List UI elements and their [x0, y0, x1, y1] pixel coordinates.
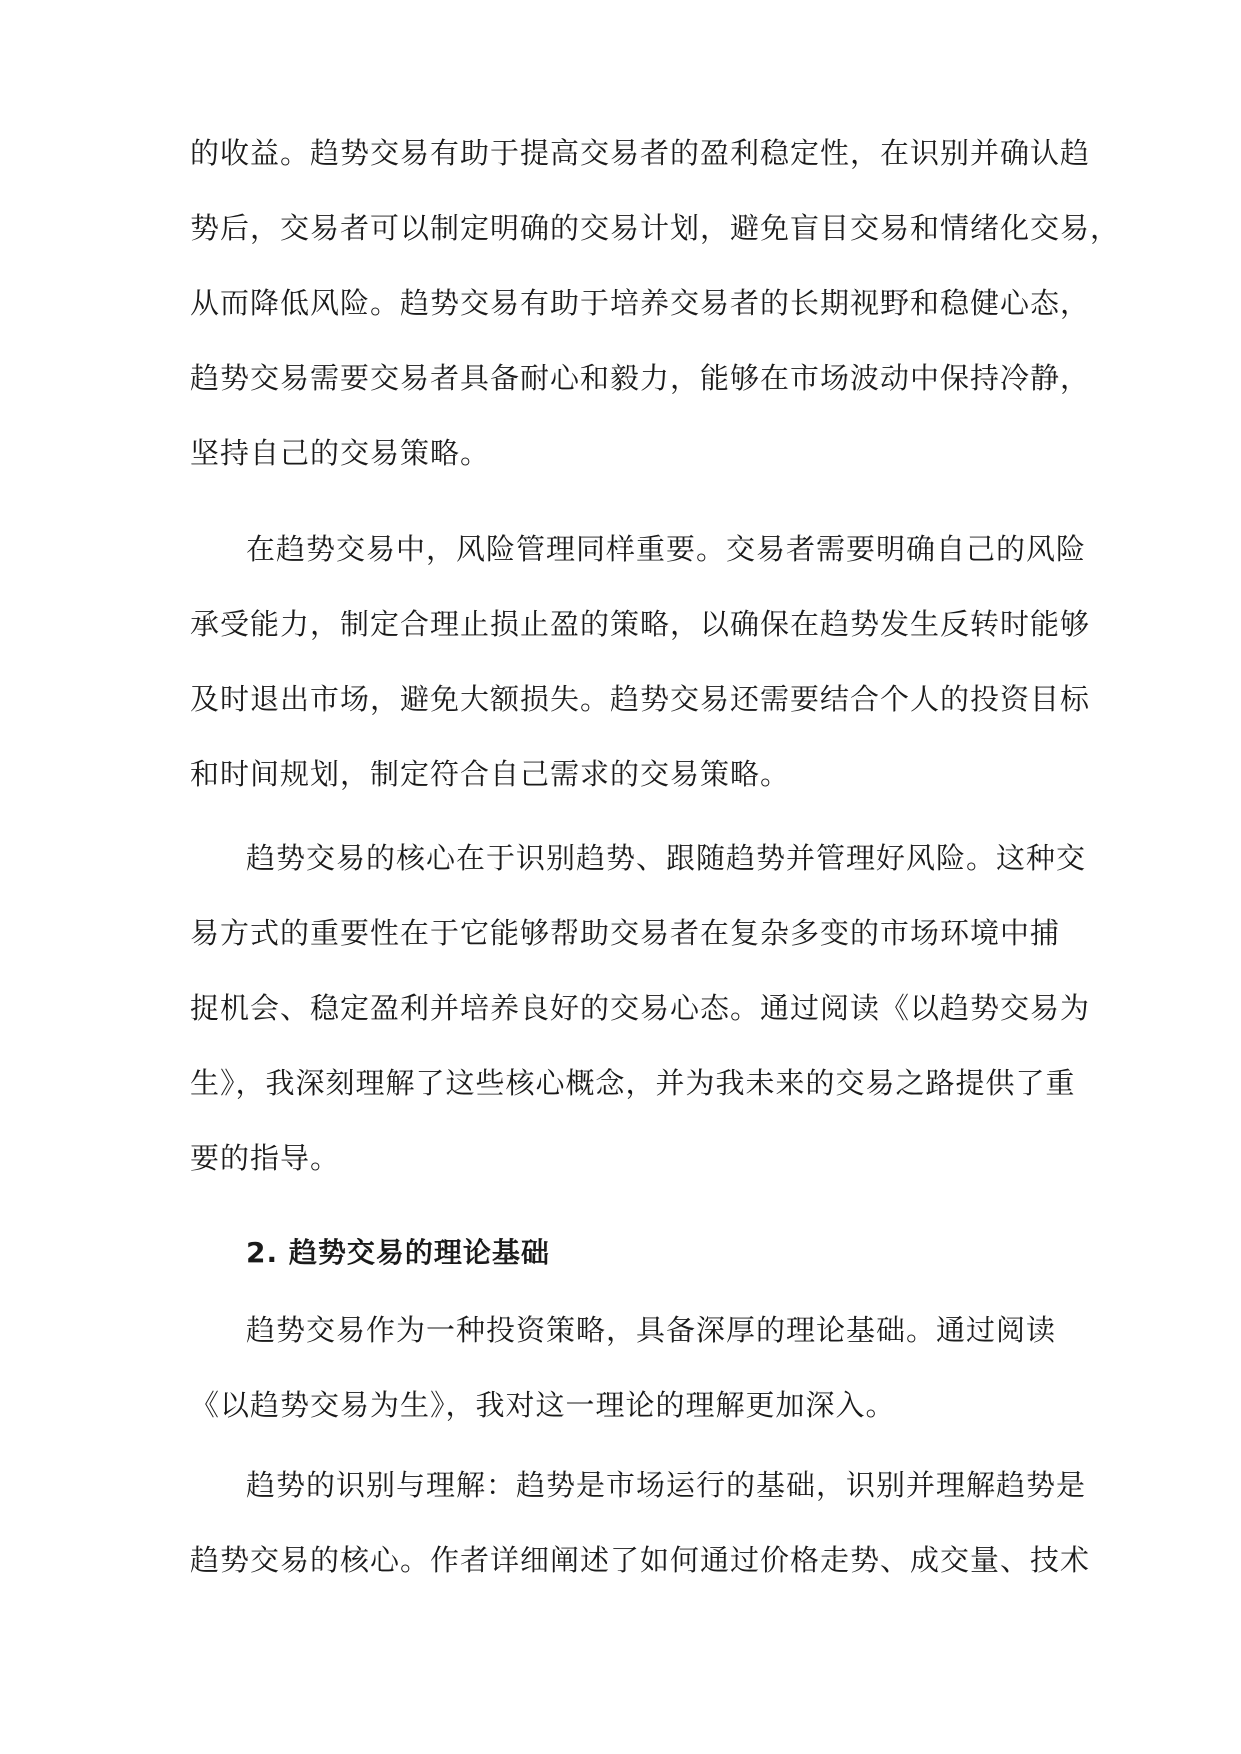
text-line: 趋势交易的核心在于识别趋势、跟随趋势并管理好风险。这种交 — [246, 841, 1087, 875]
section-heading: 2. 趋势交易的理论基础 — [246, 1236, 550, 1269]
text-line: 及时退出市场，避免大额损失。趋势交易还需要结合个人的投资目标 — [190, 682, 1091, 716]
text-line: 在趋势交易中，风险管理同样重要。交易者需要明确自己的风险 — [246, 532, 1087, 566]
text-line: 承受能力，制定合理止损止盈的策略，以确保在趋势发生反转时能够 — [190, 607, 1091, 641]
text-line: 捉机会、稳定盈利并培养良好的交易心态。通过阅读《以趋势交易为 — [190, 991, 1091, 1025]
text-line: 趋势交易的核心。作者详细阐述了如何通过价格走势、成交量、技术 — [190, 1543, 1091, 1577]
text-line: 势后，交易者可以制定明确的交易计划，避免盲目交易和情绪化交易， — [190, 211, 1121, 245]
text-line: 趋势交易需要交易者具备耐心和毅力，能够在市场波动中保持冷静， — [190, 361, 1091, 395]
text-line: 从而降低风险。趋势交易有助于培养交易者的长期视野和稳健心态， — [190, 286, 1091, 320]
text-line: 趋势交易作为一种投资策略，具备深厚的理论基础。通过阅读 — [246, 1313, 1057, 1347]
text-line: 的收益。趋势交易有助于提高交易者的盈利稳定性，在识别并确认趋 — [190, 136, 1091, 170]
text-line: 易方式的重要性在于它能够帮助交易者在复杂多变的市场环境中捕 — [190, 916, 1061, 950]
text-line: 趋势的识别与理解：趋势是市场运行的基础，识别并理解趋势是 — [246, 1468, 1087, 1502]
text-line: 生》，我深刻理解了这些核心概念，并为我未来的交易之路提供了重 — [190, 1066, 1076, 1100]
text-line: 《以趋势交易为生》，我对这一理论的理解更加深入。 — [190, 1388, 896, 1422]
text-line: 要的指导。 — [190, 1141, 341, 1175]
text-line: 坚持自己的交易策略。 — [190, 436, 491, 470]
text-line: 和时间规划，制定符合自己需求的交易策略。 — [190, 757, 791, 791]
